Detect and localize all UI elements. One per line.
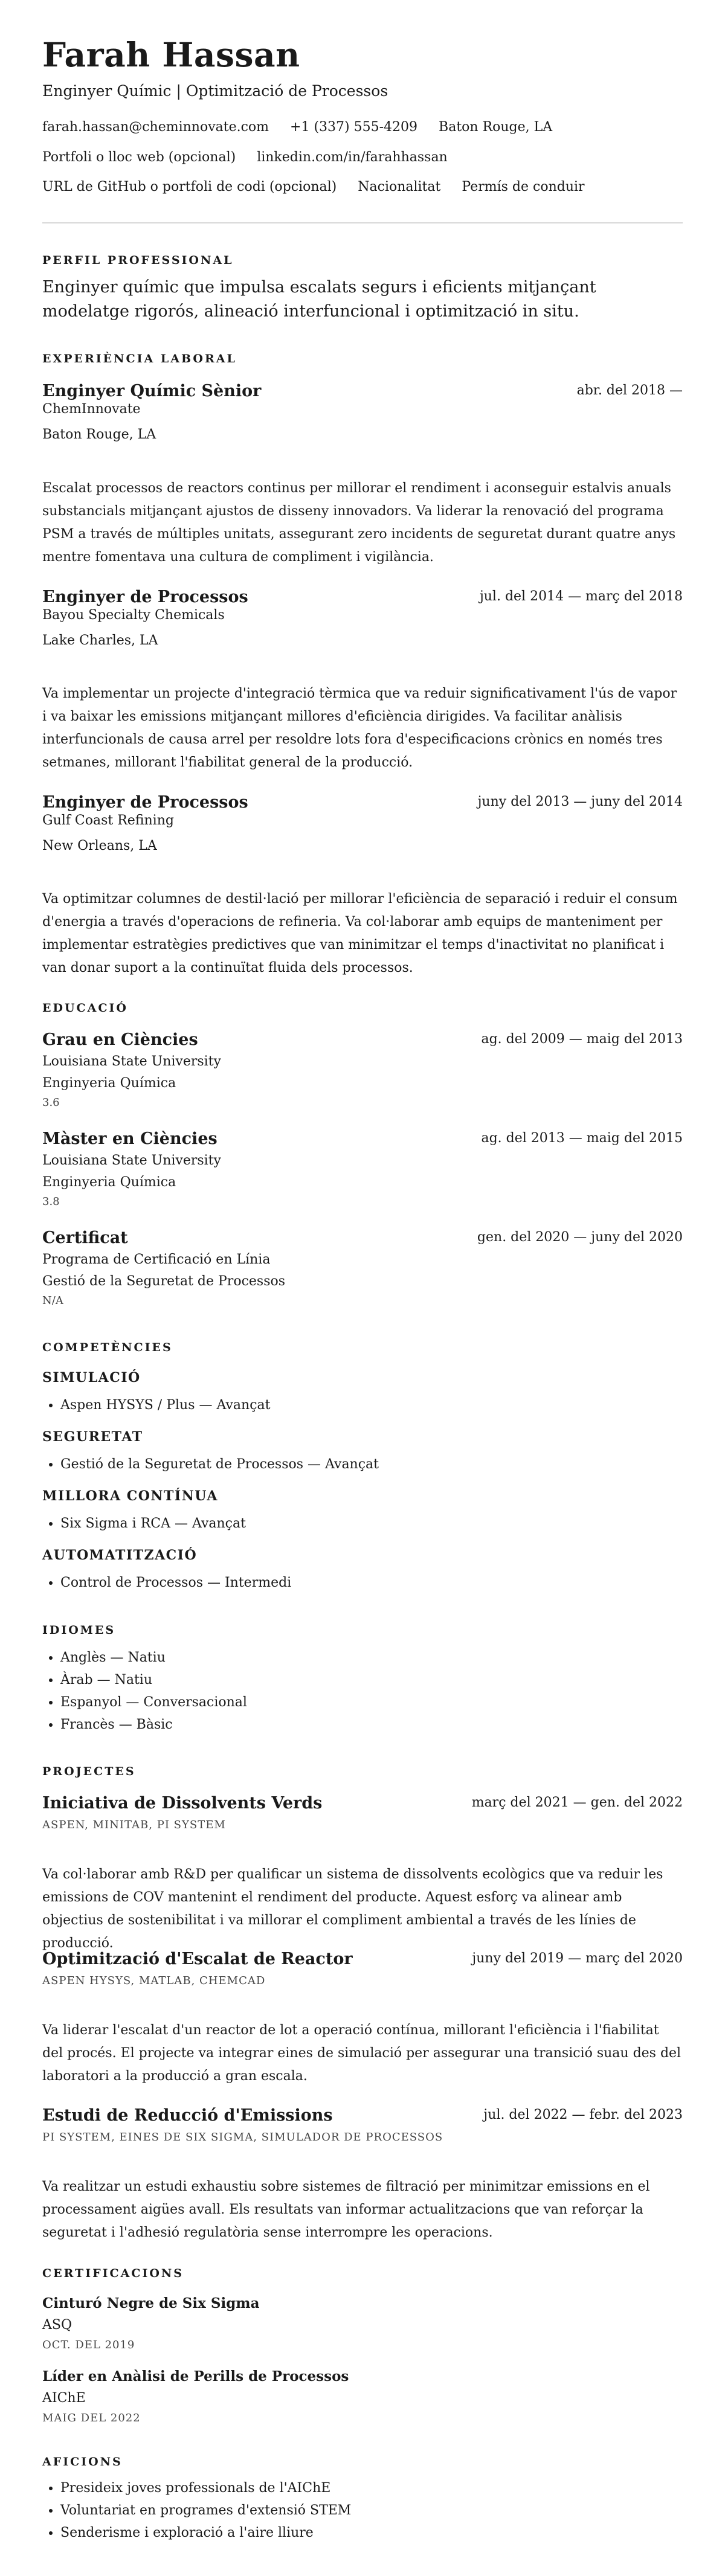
hobby-list bbox=[42, 2477, 351, 2544]
location-text: Baton Rouge, LA bbox=[439, 120, 553, 135]
language-item: • Espanyol — Conversacional bbox=[60, 1691, 247, 1714]
skill-category: SIMULACIÓ bbox=[42, 1370, 141, 1386]
project-title: Iniciativa de Dissolvents Verds bbox=[42, 1794, 323, 1813]
hobby-item: • Senderisme i exploració a l'aire lliure bbox=[60, 2522, 351, 2544]
project-dates: jul. del 2022 — febr. del 2023 bbox=[483, 2107, 683, 2122]
skill-item: • Gestió de la Seguretat de Processos — Avançat bbox=[60, 1453, 379, 1476]
hobby-item: • Presideix joves professionals de l'AIChE bbox=[60, 2477, 351, 2499]
skill-list bbox=[42, 1512, 246, 1535]
experience-heading: EXPERIÈNCIA LABORAL bbox=[42, 352, 237, 365]
candidate-name: Farah Hassan bbox=[42, 35, 300, 74]
hobby-item: • Voluntariat en programes d'extensió STEM bbox=[60, 2499, 351, 2522]
contact-row bbox=[42, 120, 569, 135]
job-company: Gulf Coast Refining bbox=[42, 813, 174, 828]
job-dates: juny del 2013 — juny del 2014 bbox=[477, 794, 683, 809]
project-title: Estudi de Reducció d'Emissions bbox=[42, 2106, 333, 2125]
project-item bbox=[42, 1950, 683, 1987]
certification-item bbox=[42, 2295, 683, 2351]
degree-title: Grau en Ciències bbox=[42, 1030, 198, 1049]
job-dates: jul. del 2014 — març del 2018 bbox=[479, 589, 683, 604]
job-title: Enginyer de Processos bbox=[42, 588, 248, 606]
experience-item bbox=[42, 588, 683, 650]
education-item bbox=[42, 1030, 683, 1109]
job-dates: abr. del 2018 — bbox=[576, 383, 683, 398]
project-item bbox=[42, 1794, 683, 1831]
skill-category: SEGURETAT bbox=[42, 1429, 143, 1445]
certification-date: MAIG DEL 2022 bbox=[42, 2412, 141, 2424]
project-description: Va realitzar un estudi exhaustiu sobre sistemes de filtració per minimitzar emissions en el processament aigües avall. Els resultats van informar actualitzacions que van reforçar la seguretat i l'adhesió regulatòria sense interrompre les operacions. bbox=[42, 2179, 650, 2240]
languages-heading: IDIOMES bbox=[42, 1624, 116, 1637]
summary-text: Enginyer químic que impulsa escalats segurs i eficients mitjançant modelatge rigorós, alineació interfuncional i optimització in situ. bbox=[42, 278, 596, 321]
phone-text: +1 (337) 555-4209 bbox=[290, 120, 418, 135]
school-name: Programa de Certificació en Línia bbox=[42, 1252, 271, 1267]
portfolio-link[interactable]: Portfoli o lloc web (opcional) bbox=[42, 150, 236, 165]
project-item bbox=[42, 2106, 683, 2144]
certification-issuer: AIChE bbox=[42, 2391, 86, 2406]
school-name: Louisiana State University bbox=[42, 1153, 221, 1168]
degree-title: Màster en Ciències bbox=[42, 1129, 218, 1148]
skill-item: • Control de Processos — Intermedi bbox=[60, 1572, 291, 1594]
job-description: Va optimitzar columnes de destil·lació per millorar l'eficiència de separació i reduir el consum d'energia a través d'operacions de refineria. Va col·laborar amb equips de manteniment per implementar estratègies predictives que van minimitzar el temps d'inactivitat no planificat i van donar suport a la continuïtat fluida dels processos. bbox=[42, 891, 678, 975]
education-item bbox=[42, 1229, 683, 1307]
certification-date: OCT. DEL 2019 bbox=[42, 2339, 135, 2351]
skill-item: • Aspen HYSYS / Plus — Avançat bbox=[60, 1394, 271, 1416]
extra-info-row bbox=[42, 179, 602, 194]
field-of-study: Gestió de la Seguretat de Processos bbox=[42, 1274, 286, 1289]
project-dates: juny del 2019 — març del 2020 bbox=[472, 1951, 683, 1966]
hobbies-heading: AFICIONS bbox=[42, 2455, 123, 2468]
education-heading: EDUCACIÓ bbox=[42, 1001, 128, 1015]
linkedin-link[interactable]: linkedin.com/in/farahhassan bbox=[257, 150, 448, 165]
skill-item: • Six Sigma i RCA — Avançat bbox=[60, 1512, 246, 1535]
links-row bbox=[42, 150, 465, 165]
skill-category: MILLORA CONTÍNUA bbox=[42, 1488, 218, 1504]
candidate-subtitle: Enginyer Químic | Optimització de Processos bbox=[42, 82, 388, 100]
job-location: New Orleans, LA bbox=[42, 838, 157, 853]
driving-license-text: Permís de conduir bbox=[462, 179, 585, 194]
field-of-study: Enginyeria Química bbox=[42, 1076, 176, 1091]
nationality-text: Nacionalitat bbox=[358, 179, 441, 194]
project-description: Va col·laborar amb R&D per qualificar un sistema de dissolvents ecològics que va reduir les emissions de COV mantenint el rendiment del producte. Aquest esforç va alinear amb objectius de sostenibilitat i va millorar el compliment ambiental a través de les línies de producció. bbox=[42, 1867, 663, 1951]
project-tools: ASPEN, MINITAB, PI SYSTEM bbox=[42, 1819, 226, 1831]
skills-heading: COMPETÈNCIES bbox=[42, 1341, 173, 1354]
degree-title: Certificat bbox=[42, 1229, 128, 1247]
certification-title: Líder en Anàlisi de Perills de Processos bbox=[42, 2368, 349, 2385]
job-location: Lake Charles, LA bbox=[42, 633, 158, 648]
grade-text: 3.6 bbox=[42, 1096, 60, 1109]
education-dates: ag. del 2009 — maig del 2013 bbox=[481, 1032, 683, 1047]
education-item bbox=[42, 1129, 683, 1208]
education-dates: gen. del 2020 — juny del 2020 bbox=[477, 1230, 683, 1245]
job-company: ChemInnovate bbox=[42, 402, 141, 417]
language-item: • Anglès — Natiu bbox=[60, 1646, 247, 1669]
education-dates: ag. del 2013 — maig del 2015 bbox=[481, 1131, 683, 1146]
header-divider bbox=[42, 222, 683, 223]
certification-issuer: ASQ bbox=[42, 2317, 72, 2333]
certification-title: Cinturó Negre de Six Sigma bbox=[42, 2295, 260, 2311]
project-title: Optimització d'Escalat de Reactor bbox=[42, 1950, 353, 1968]
github-link[interactable]: URL de GitHub o portfoli de codi (opcional) bbox=[42, 179, 337, 194]
language-list bbox=[42, 1646, 247, 1736]
job-description: Escalat processos de reactors continus per millorar el rendiment i aconseguir estalvis anuals substancials mitjançant ajustos de disseny innovadors. Va liderar la renovació del programa PSM a través de múltiples unitats, assegurant zero incidents de seguretat durant quatre anys mentre fomentava una cultura de compliment i vigilància. bbox=[42, 481, 676, 565]
projects-heading: PROJECTES bbox=[42, 1765, 136, 1778]
email-link[interactable]: farah.hassan@cheminnovate.com bbox=[42, 120, 269, 135]
field-of-study: Enginyeria Química bbox=[42, 1175, 176, 1190]
summary-heading: PERFIL PROFESSIONAL bbox=[42, 254, 234, 267]
project-dates: març del 2021 — gen. del 2022 bbox=[471, 1795, 683, 1810]
grade-text: N/A bbox=[42, 1294, 63, 1307]
job-company: Bayou Specialty Chemicals bbox=[42, 608, 225, 623]
language-item: • Francès — Bàsic bbox=[60, 1714, 247, 1736]
certification-item bbox=[42, 2368, 683, 2424]
skill-list bbox=[42, 1394, 271, 1416]
grade-text: 3.8 bbox=[42, 1195, 60, 1208]
project-tools: PI SYSTEM, EINES DE SIX SIGMA, SIMULADOR DE PROCESSOS bbox=[42, 2131, 443, 2144]
skill-list bbox=[42, 1453, 379, 1476]
job-title: Enginyer Químic Sènior bbox=[42, 382, 262, 400]
skill-category: AUTOMATITZACIÓ bbox=[42, 1547, 198, 1563]
certifications-heading: CERTIFICACIONS bbox=[42, 2267, 184, 2280]
experience-item bbox=[42, 382, 683, 444]
experience-item bbox=[42, 793, 683, 855]
job-title: Enginyer de Processos bbox=[42, 793, 248, 812]
project-tools: ASPEN HYSYS, MATLAB, CHEMCAD bbox=[42, 1974, 266, 1987]
school-name: Louisiana State University bbox=[42, 1054, 221, 1069]
job-location: Baton Rouge, LA bbox=[42, 427, 156, 442]
skill-list bbox=[42, 1572, 291, 1594]
job-description: Va implementar un projecte d'integració tèrmica que va reduir significativament l'ús de vapor i va baixar les emissions mitjançant millores d'eficiència dirigides. Va facilitar anàlisis interfuncionals de causa arrel per resoldre lots fora d'especificacions crònics en només tres setmanes, millorant l'fiabilitat general de la producció. bbox=[42, 686, 677, 770]
project-description: Va liderar l'escalat d'un reactor de lot a operació contínua, millorant l'eficiència i l'fiabilitat del procés. El projecte va integrar eines de simulació per assegurar una transició suau des del laboratori a la producció a gran escala. bbox=[42, 2023, 682, 2084]
language-item: • Àrab — Natiu bbox=[60, 1669, 247, 1691]
